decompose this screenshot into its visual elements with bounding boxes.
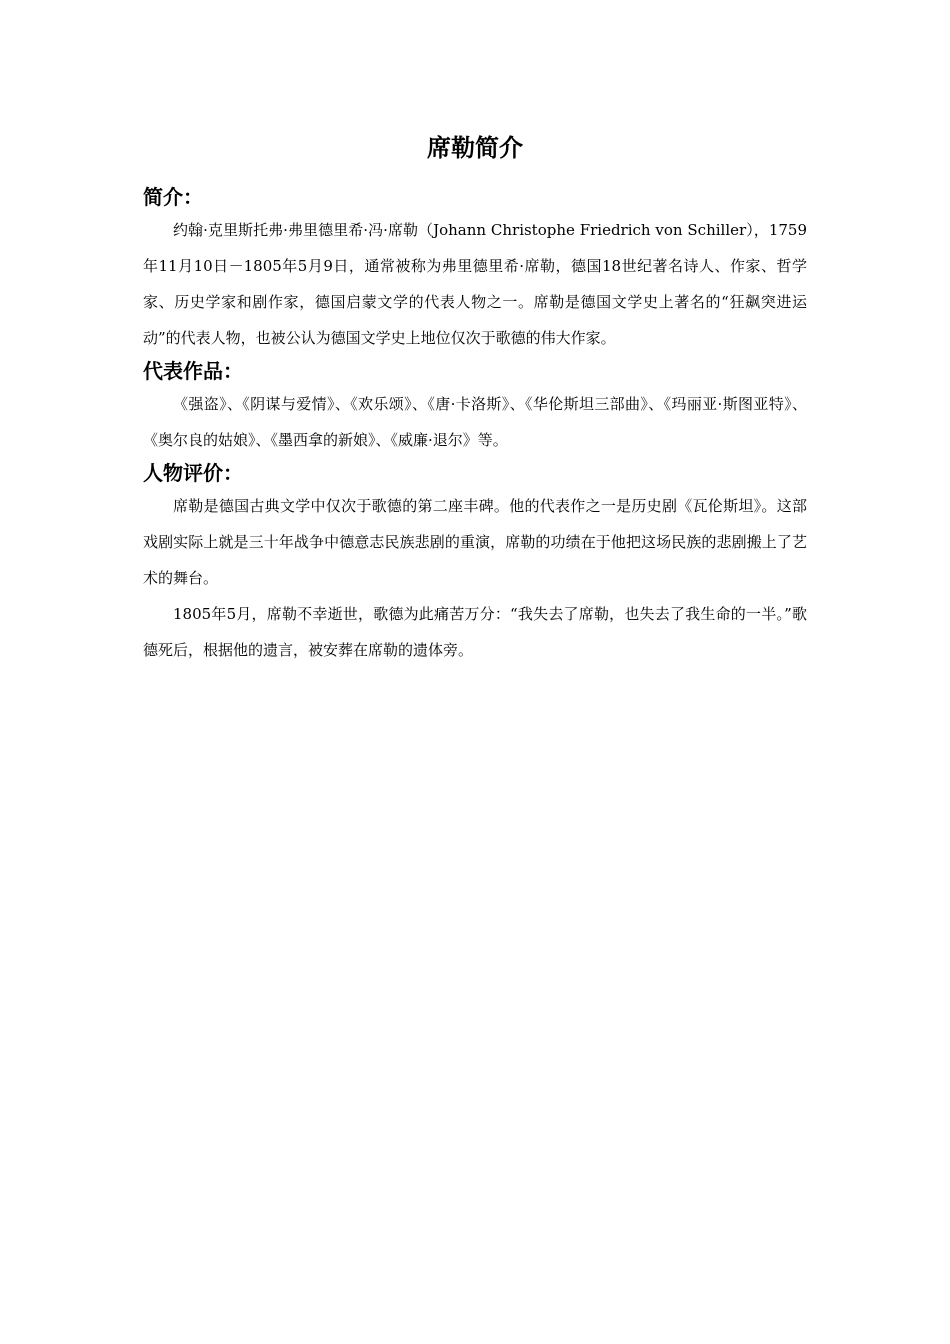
- document-title: 席勒简介: [427, 134, 523, 162]
- section-heading-works: 代表作品：: [143, 359, 243, 383]
- section-heading-evaluation: 人物评价：: [143, 461, 243, 485]
- evaluation-paragraph-1: 席勒是德国古典文学中仅次于歌德的第二座丰碑。他的代表作之一是历史剧《瓦伦斯坦》。这部戏剧实际上就是三十年战争中德意志民族悲剧的重演，席勒的功绩在于他把这场民族的悲剧搬上了艺术的舞台。: [143, 497, 807, 587]
- section-heading-intro: 简介：: [143, 185, 203, 209]
- intro-paragraph: 约翰·克里斯托弗·弗里德里希·冯·席勒（Johann Christophe Friedrich von Schiller），1759年11月10日－1805年5月9日，通常被称为弗里德里希·席勒，德国18世纪著名诗人、作家、哲学家、历史学家和剧作家，德国启蒙文学的代表人物之一。席勒是德国文学史上著名的“狂飙突进运动”的代表人物，也被公认为德国文学史上地位仅次于歌德的伟大作家。: [143, 221, 807, 347]
- works-paragraph: 《强盗》、《阴谋与爱情》、《欢乐颂》、《唐·卡洛斯》、《华伦斯坦三部曲》、《玛丽亚·斯图亚特》、《奥尔良的姑娘》、《墨西拿的新娘》、《威廉·退尔》等。: [143, 395, 807, 449]
- document-page: [143, 128, 807, 668]
- evaluation-paragraph-2: 1805年5月，席勒不幸逝世，歌德为此痛苦万分：“我失去了席勒，也失去了我生命的一半。”歌德死后，根据他的遗言，被安葬在席勒的遗体旁。: [143, 605, 807, 659]
